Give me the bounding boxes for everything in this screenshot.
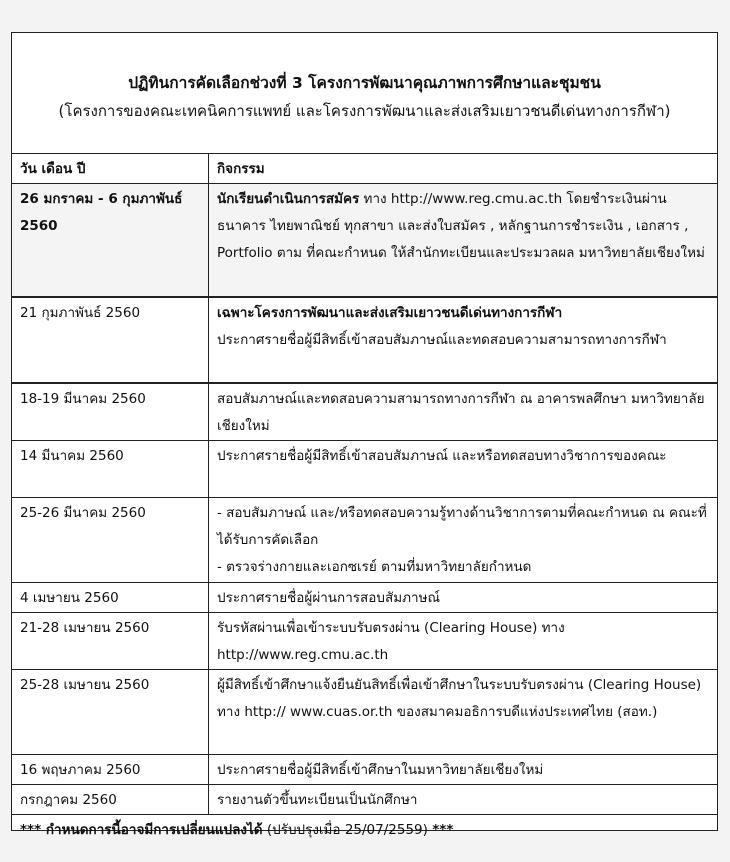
table-row — [12, 785, 717, 815]
row-date: 18-19 มีนาคม 2560 — [12, 383, 209, 441]
schedule-table — [12, 153, 717, 844]
row-date: 25-26 มีนาคม 2560 — [12, 498, 209, 583]
row-date: กรกฎาคม 2560 — [12, 785, 209, 815]
footnote-text: (ปรับปรุงเมื่อ 25/07/2559) — [262, 822, 433, 838]
row-activity: สอบสัมภาษณ์และทดสอบความสามารถทางการกีฬา ณ อาคารพลศึกษา มหาวิทยาลัยเชียงใหม่ — [209, 383, 718, 441]
row-activity: ประกาศรายชื่อผู้ผ่านการสอบสัมภาษณ์ — [209, 583, 718, 613]
table-row — [12, 441, 717, 498]
page-subtitle: (โครงการของคณะเทคนิคการแพทย์ และโครงการพัฒนาและส่งเสริมเยาวชนดีเด่นทางการกีฬา) — [58, 102, 671, 120]
footnote — [12, 815, 717, 845]
row-date: 14 มีนาคม 2560 — [12, 441, 209, 498]
row-date: 21-28 เมษายน 2560 — [12, 613, 209, 670]
row-activity — [209, 498, 718, 583]
row-activity-text: ทาง http://www.reg.cmu.ac.th โดยชำระเงินผ่านธนาคาร ไทยพาณิชย์ ทุกสาขา และส่งใบสมัคร , หลักฐานการชำระเงิน , เอกสาร , Portfolio ตาม ที่คณะกำหนด ให้สำนักทะเบียนและประมวลผล มหาวิทยาลัยเชียงใหม่ — [217, 191, 705, 261]
row-activity: ประกาศรายชื่อผู้มีสิทธิ์เข้าศึกษาในมหาวิทยาลัยเชียงใหม่ — [209, 755, 718, 785]
row-activity-text: ประกาศรายชื่อผู้มีสิทธิ์เข้าสอบสัมภาษณ์และทดสอบความสามารถทางการกีฬา — [217, 332, 667, 348]
row-activity: รับรหัสผ่านเพื่อเข้าระบบรับตรงผ่าน (Clearing House) ทาง http://www.reg.cmu.ac.th — [209, 613, 718, 670]
row-date: 4 เมษายน 2560 — [12, 583, 209, 613]
table-row — [12, 498, 717, 583]
row-date: 21 กุมภาพันธ์ 2560 — [12, 297, 209, 383]
table-header-row — [12, 154, 717, 184]
row-activity — [209, 184, 718, 298]
row-activity-bold: เฉพาะโครงการพัฒนาและส่งเสริมเยาวชนดีเด่นทางการกีฬา — [217, 305, 563, 321]
table-row — [12, 383, 717, 441]
row-activity: ผู้มีสิทธิ์เข้าศึกษาแจ้งยืนยันสิทธิ์เพื่อเข้าศึกษาในระบบรับตรงผ่าน (Clearing House) ทาง http:// www.cuas.or.th ของสมาคมอธิการบดีแห่งประเทศไทย (สอท.) — [209, 670, 718, 755]
row-date: 16 พฤษภาคม 2560 — [12, 755, 209, 785]
table-row — [12, 613, 717, 670]
row-activity — [209, 297, 718, 383]
header-activity: กิจกรรม — [209, 154, 718, 184]
header-date: วัน เดือน ปี — [12, 154, 209, 184]
page-title: ปฏิทินการคัดเลือกช่วงที่ 3 โครงการพัฒนาคุณภาพการศึกษาและชุมชน — [128, 74, 601, 92]
table-row — [12, 670, 717, 755]
row-activity-bold: นักเรียนดำเนินการสมัคร — [217, 191, 360, 207]
row-activity-text: - สอบสัมภาษณ์ และ/หรือทดสอบความรู้ทางด้านวิชาการตามที่คณะกำหนด ณ คณะที่ได้รับการคัดเลือก — [217, 505, 707, 548]
table-row — [12, 755, 717, 785]
note-row — [12, 815, 717, 845]
row-date: 25-28 เมษายน 2560 — [12, 670, 209, 755]
table-row — [12, 583, 717, 613]
row-activity-text-2: - ตรวจร่างกายและเอกซเรย์ ตามที่มหาวิทยาลัยกำหนด — [217, 559, 532, 575]
table-row — [12, 297, 717, 383]
row-date: 26 มกราคม - 6 กุมภาพันธ์ 2560 — [12, 184, 209, 298]
calendar-sheet — [11, 32, 718, 838]
table-row — [12, 184, 717, 298]
row-activity: รายงานตัวขึ้นทะเบียนเป็นนักศึกษา — [209, 785, 718, 815]
title-block — [12, 33, 717, 153]
row-activity: ประกาศรายชื่อผู้มีสิทธิ์เข้าสอบสัมภาษณ์ และหรือทดสอบทางวิชาการของคณะ — [209, 441, 718, 498]
footnote-end: *** — [432, 822, 454, 838]
footnote-bold: *** กำหนดการนี้อาจมีการเปลี่ยนแปลงได้ — [20, 822, 263, 838]
